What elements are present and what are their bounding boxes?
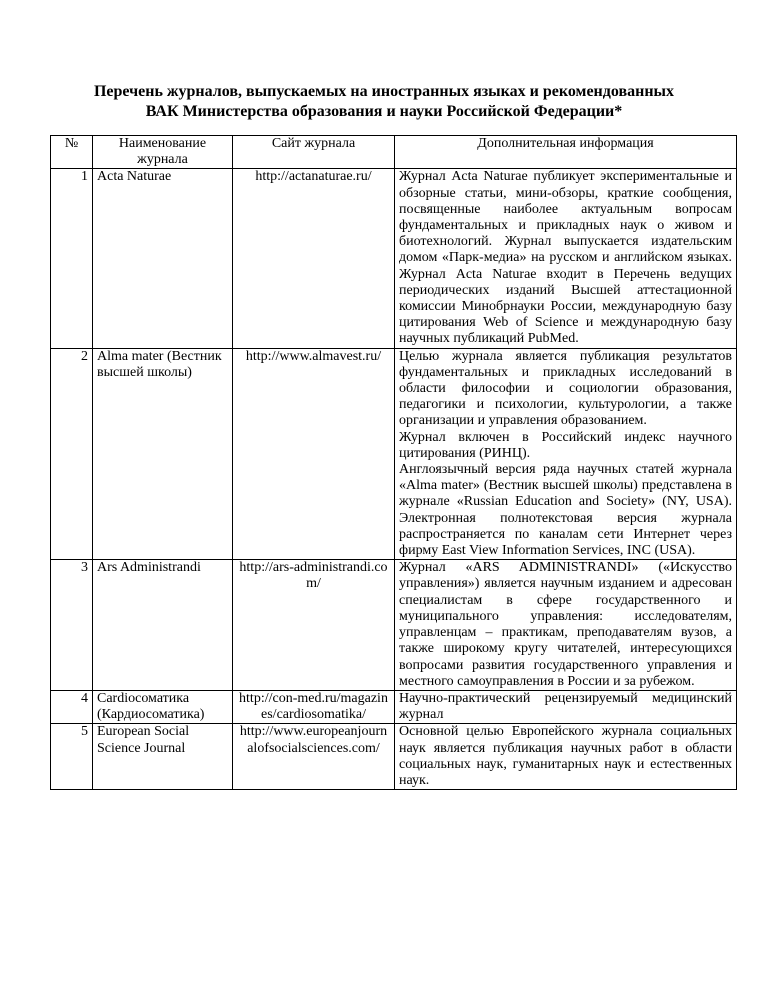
table-row (51, 348, 737, 560)
table-body (51, 169, 737, 790)
journal-info (395, 724, 737, 790)
header-name: Наименование журнала (93, 136, 233, 169)
document-title (40, 82, 728, 122)
row-number: 1 (51, 169, 93, 348)
table-row (51, 560, 737, 691)
journal-info (395, 348, 737, 560)
header-info: Дополнительная информация (395, 136, 737, 169)
journals-table (50, 135, 737, 790)
row-number: 5 (51, 724, 93, 790)
journal-info (395, 690, 737, 723)
row-number: 2 (51, 348, 93, 560)
row-number: 4 (51, 690, 93, 723)
journal-site-link[interactable]: http://con-med.ru/magazines/cardiosomatika/ (233, 690, 395, 723)
journal-site-link[interactable]: http://actanaturae.ru/ (233, 169, 395, 348)
title-line-2: ВАК Министерства образования и науки Российской Федерации* (145, 103, 623, 120)
journal-name: Alma mater (Вестник высшей школы) (93, 348, 233, 560)
row-number: 3 (51, 560, 93, 691)
journal-site-link[interactable]: http://www.europeanjournalofsocialsciences.com/ (233, 724, 395, 790)
journal-info (395, 560, 737, 691)
info-paragraph: Целью журнала является публикация результатов фундаментальных и прикладных исследований в области философии и социологии образования, педагогики и психологии, культурологии, а также организации и управления образованием. (399, 348, 732, 429)
journal-site-link[interactable]: http://ars-administrandi.com/ (233, 560, 395, 691)
table-header-row (51, 136, 737, 169)
journal-info (395, 169, 737, 348)
table-row (51, 690, 737, 723)
info-paragraph: Журнал «ARS ADMINISTRANDI» («Искусство управления») является научным изданием и адресован специалистам в сфере государственного и муниципального управления: исследователям, управленцам – практикам, преподавателям вузов, а также широкому кругу читателей, интересующихся вопросами развития государственного управления и местного самоуправления в России и за рубежом. (399, 560, 732, 689)
title-line-1: Перечень журналов, выпускаемых на иностранных языках и рекомендованных (93, 83, 675, 100)
journal-name: Cardiocоматика (Кардиосоматика) (93, 690, 233, 723)
table-row (51, 724, 737, 790)
header-num: № (51, 136, 93, 169)
journal-name: Acta Naturae (93, 169, 233, 348)
info-paragraph: Журнал Acta Naturae публикует экспериментальные и обзорные статьи, мини-обзоры, краткие сообщения, посвященные наиболее актуальным вопросам фундаментальных и прикладных наук о живом и биотехнологий. Журнал выпускается издательским домом «Парк-медиа» на русском и английском языках. Журнал Acta Naturae входит в Перечень ведущих периодических изданий Высшей аттестационной комиссии Минобрнауки России, международную базу цитирования Web of Science и международную базу научных публикаций PubMed. (399, 169, 732, 347)
info-paragraph: Научно-практический рецензируемый медицинский журнал (399, 690, 732, 723)
info-paragraph: Англоязычный версия ряда научных статей журнала «Alma mater» (Вестник высшей школы) представлена в журнале «Russian Education and Society» (NY, USA). Электронная полнотекстовая версия журнала распространяется по каналам сети Интернет через фирму East View Information Services, INC (USA). (399, 462, 732, 559)
journal-name: European Social Science Journal (93, 724, 233, 790)
info-paragraph: Основной целью Европейского журнала социальных наук является публикация научных работ в области социальных наук, гуманитарных наук и естественных наук. (399, 724, 732, 788)
header-site: Сайт журнала (233, 136, 395, 169)
info-paragraph: Журнал включен в Российский индекс научного цитирования (РИНЦ). (399, 429, 732, 461)
journal-name: Ars Administrandi (93, 560, 233, 691)
table-row (51, 169, 737, 348)
journal-site-link[interactable]: http://www.almavest.ru/ (233, 348, 395, 560)
